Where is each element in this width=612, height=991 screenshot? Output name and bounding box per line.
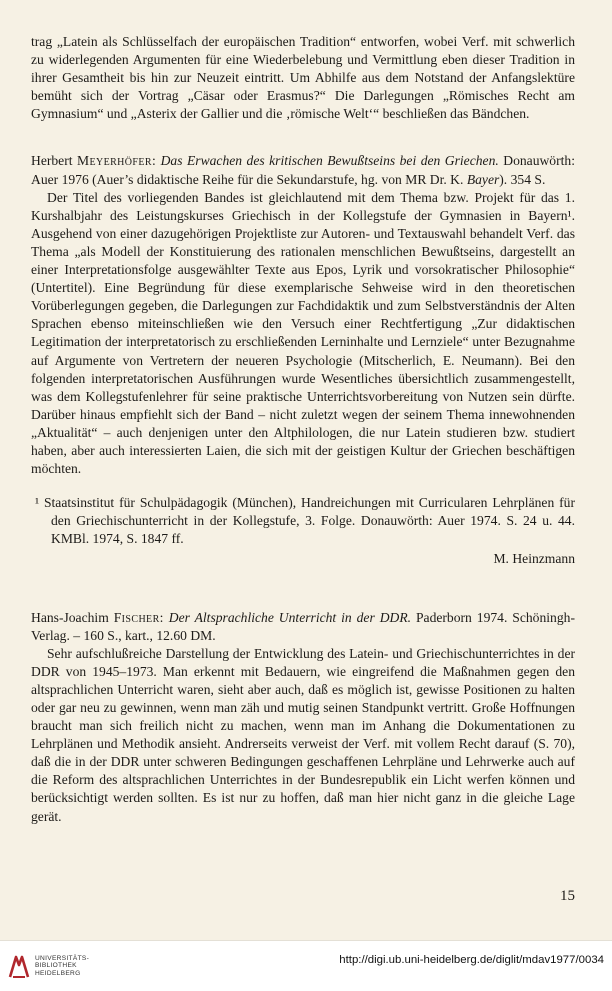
logo-line-2: BIBLIOTHEK bbox=[35, 962, 77, 970]
heidelberg-logo-icon bbox=[8, 953, 30, 979]
review-2-heading bbox=[31, 609, 575, 645]
review-1-title: Das Erwachen des kritischen Bewußtseins bei den Griechen. bbox=[160, 153, 499, 169]
review-1-publication: Donauwörth: Auer 1976 (Auer’s didaktische Reihe für die Sekundarstufe, hg. von MR Dr. K. bbox=[31, 153, 575, 187]
library-name bbox=[35, 955, 89, 977]
source-url-link[interactable]: http://digi.ub.uni-heidelberg.de/diglit/mdav1977/0034 bbox=[339, 954, 604, 966]
library-logo[interactable] bbox=[8, 953, 89, 979]
logo-line-3: HEIDELBERG bbox=[35, 969, 81, 977]
review-2-title: Der Altsprachliche Unterricht in der DDR. bbox=[168, 609, 412, 625]
review-2-author-last: Fischer: bbox=[113, 609, 164, 625]
review-1-editor: Bayer bbox=[466, 171, 500, 187]
review-1-author-first: Herbert bbox=[31, 153, 73, 169]
review-1-body: Der Titel des vorliegenden Bandes ist gleichlautend mit dem Thema bzw. Projekt für das 1. Kurshalbjahr des Leistungskurses Griechisch in der Kollegstufe der Gymnasien in Bayern¹. Ausgehend von einer dazugehörigen Projektliste zur Autoren- und Textauswahl behandelt Verf. das Thema „als Modell der Konstituierung des rationalen menschlichen Bewußtseins, dargestellt an einer Interpretationsfolge ausgewählter Texte aus Epos, Lyrik und vorsokratischer Philosophie“ (Untertitel). Eine Begründung für diese exemplarische Sehweise wird in den theoretischen Vorüberlegungen gegeben, die Darlegungen zur Fachdidaktik und zum Selbstverständnis der Alten Sprachen ebenso miteinschließen wie den Versuch einer Rechtfertigung „Zur didaktischen Legitimation der interpretatorisch zu erschließenden Lerninhalte und Lernziele“ unter Bezugnahme auf Argumente von Vertretern der neueren Psychologie (Mitscherlich, E. Neumann). Bei den folgenden interpretatorischen Ausführungen wurde Wesentliches übersichtlich zusammengestellt, was dem Kollegstufenlehrer für seine praktische Unterrichtsvorbereitung von Nutzen sein dürfte. Darüber hinaus empfiehlt sich der Band – nicht zuletzt wegen der seinem Thema innewohnenden „Aktualität“ – auch denjenigen unter den Altphilologen, die nur Latein studieren bzw. studiert haben, aber auch interessierten Laien, die sich mit der geistigen Kultur der Griechen beschäftigen möchten. bbox=[31, 189, 575, 477]
review-1-author-last: Meyerhöfer: bbox=[76, 153, 157, 169]
footnote-1: ¹ Staatsinstitut für Schulpädagogik (München), Handreichungen mit Curricularen Lehrplänen für den Griechischunterricht in der Kollegstufe, 3. Folge. Donauwörth: Auer 1974. S. 24 u. 44. KMBl. 1974, S. 1847 ff. bbox=[35, 495, 575, 547]
review-2-publication: Paderborn 1974. Schöningh-Verlag. – 160 S., kart., 12.60 DM. bbox=[31, 609, 575, 643]
page-text bbox=[31, 33, 575, 826]
review-2-body: Sehr aufschlußreiche Darstellung der Entwicklung des Latein- und Griechischunterrichtes in der DDR von 1945–1973. Man erkennt mit Bedauern, wie eingreifend die Maßnahmen gegen den altsprachlichen Unterricht waren, sieht aber auch, daß es möglich ist, gewisse Positionen zu halten oder gar neu zu gewinnen, wenn man zäh und mutig seinen Standpunkt vertritt. Große Hoffnungen braucht man sich freilich nicht zu machen, wenn man im Anhang die Dokumentationen zu Lehrplänen und Methodik ansieht. Andrerseits verweist der Verf. mit vollem Recht darauf (S. 70), daß die in der DDR unter schweren Bedingungen geschaffenen Lehrpläne und Lehrwerke auch auf die Reform des altsprachlichen Unterrichtes in der Bundesrepublik ein Licht werfen können und berücksichtigt werden sollten. Es ist nur zu hoffen, daß man hier nicht ganz in die gleiche Lage gerät. bbox=[31, 645, 575, 824]
review-2-author-first: Hans-Joachim bbox=[31, 609, 109, 625]
page-number: 15 bbox=[560, 888, 575, 904]
review-1-pages: ). 354 S. bbox=[499, 171, 546, 187]
logo-line-1: UNIVERSITÄTS- bbox=[35, 954, 90, 962]
footer-bar bbox=[0, 940, 612, 991]
review-1-heading bbox=[31, 152, 575, 188]
continuation-paragraph: trag „Latein als Schlüsselfach der europäischen Tradition“ entworfen, wobei Verf. mit schwerlich zu widerlegenden Argumenten für eine Wiederbelebung und Vermittlung eben dieser Tradition in ihrer Gesamtheit bis hin zur Neuzeit eintritt. Um Abhilfe aus dem Notstand der Anfangslektüre bemüht sich der Vortrag „Cäsar oder Erasmus?“ Die Darlegungen „Römisches Recht am Gymnasium“ und „Asterix der Gallier und die ‚römische Welt‘“ beschließen das Bändchen. bbox=[31, 34, 575, 122]
reviewer-signature: M. Heinzmann bbox=[493, 551, 575, 567]
